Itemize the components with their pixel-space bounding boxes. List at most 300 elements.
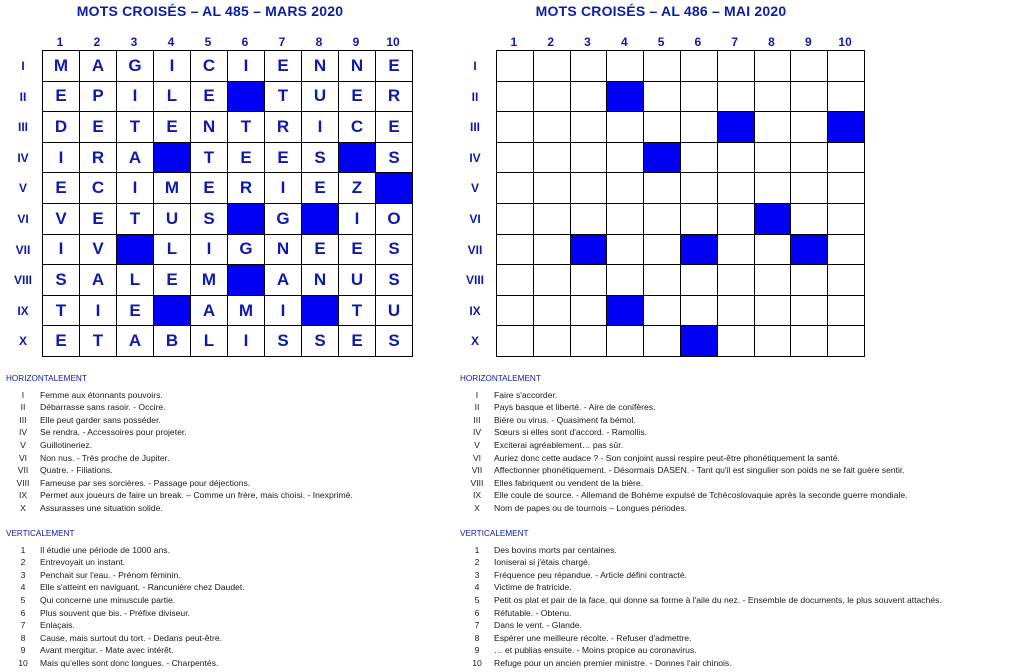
- grid-cell[interactable]: [718, 326, 754, 356]
- black-square: [607, 82, 643, 112]
- black-square: [302, 204, 338, 234]
- grid-cell[interactable]: E: [43, 326, 79, 356]
- grid-cell[interactable]: [644, 51, 680, 81]
- grid-cell[interactable]: [607, 326, 643, 356]
- grid-cell[interactable]: M: [191, 265, 227, 295]
- black-square: [718, 112, 754, 142]
- black-square: [228, 204, 264, 234]
- grid-cell[interactable]: [644, 326, 680, 356]
- grid-cell[interactable]: [718, 265, 754, 295]
- grid-cell[interactable]: [755, 51, 791, 81]
- grid-cell[interactable]: I: [265, 173, 301, 203]
- clue: [6, 426, 353, 439]
- clue-text: Elle s'atteint en naviguant. - Rancunière chez Daudet.: [40, 582, 245, 593]
- grid-cell[interactable]: [791, 204, 827, 234]
- clue-text: Fameuse par ses sorcières. - Passage pour déjections.: [40, 477, 251, 488]
- clue-number: III: [473, 414, 481, 425]
- clue-number: IV: [18, 427, 28, 438]
- grid-cell[interactable]: [607, 265, 643, 295]
- grid-cell[interactable]: [791, 143, 827, 173]
- grid-cell[interactable]: [791, 296, 827, 326]
- clue-number: 10: [472, 657, 482, 668]
- grid-cell[interactable]: [534, 235, 570, 265]
- grid-cell[interactable]: R: [228, 173, 264, 203]
- grid-cell[interactable]: I: [80, 296, 116, 326]
- grid-cell[interactable]: [644, 82, 680, 112]
- clue-text: Entrevoyait un instant.: [40, 557, 126, 568]
- grid-cell[interactable]: [681, 296, 717, 326]
- row-number: VI: [17, 212, 29, 226]
- clue-text: Quatre. - Filiations.: [40, 465, 113, 476]
- grid-cell[interactable]: [755, 82, 791, 112]
- clue-text: Avant mergitur. - Mate avec intérêt.: [40, 645, 174, 656]
- column-number: 9: [352, 35, 360, 49]
- grid-cell[interactable]: A: [80, 51, 116, 81]
- black-square: [154, 143, 190, 173]
- grid-cell[interactable]: [607, 51, 643, 81]
- grid-cell[interactable]: C: [339, 112, 375, 142]
- grid-cell[interactable]: [828, 235, 864, 265]
- grid-cell[interactable]: S: [302, 143, 338, 173]
- clue: [460, 556, 942, 569]
- grid-cell[interactable]: S: [376, 265, 412, 295]
- grid-cell[interactable]: [497, 296, 533, 326]
- grid-cell[interactable]: N: [302, 265, 338, 295]
- grid-cell[interactable]: [681, 112, 717, 142]
- grid-cell[interactable]: T: [80, 326, 116, 356]
- grid-cell[interactable]: S: [376, 235, 412, 265]
- grid-cell[interactable]: [644, 265, 680, 295]
- grid-cell[interactable]: [534, 143, 570, 173]
- grid-cell[interactable]: [718, 143, 754, 173]
- clue-text: Victime de fratricide.: [494, 582, 572, 593]
- grid-cell[interactable]: [497, 326, 533, 356]
- grid-cell[interactable]: [497, 235, 533, 265]
- grid-cell[interactable]: [791, 51, 827, 81]
- grid-cell[interactable]: V: [80, 235, 116, 265]
- clue-text: Non nus. - Très proche de Jupiter.: [40, 452, 170, 463]
- grid-cell[interactable]: [644, 204, 680, 234]
- row-number: III: [469, 120, 480, 135]
- row-number: IX: [469, 303, 481, 318]
- grid-cell[interactable]: [755, 235, 791, 265]
- grid-cell[interactable]: E: [154, 265, 190, 295]
- clue-number: 4: [20, 582, 26, 593]
- grid-cell[interactable]: [607, 143, 643, 173]
- grid-cell[interactable]: [681, 173, 717, 203]
- grid-cell[interactable]: [571, 265, 607, 295]
- grid-cell[interactable]: L: [154, 235, 190, 265]
- grid-cell[interactable]: [571, 82, 607, 112]
- grid-cell[interactable]: M: [154, 173, 190, 203]
- clue-text: Il étudie une période de 1000 ans.: [40, 544, 170, 555]
- clues-heading: VERTICALEMENT: [6, 529, 75, 538]
- grid-cell[interactable]: I: [265, 296, 301, 326]
- column-number: 1: [56, 35, 64, 49]
- grid-cell[interactable]: U: [302, 82, 338, 112]
- clue-number: 2: [474, 557, 480, 568]
- grid-cell[interactable]: [534, 112, 570, 142]
- clue: [460, 414, 908, 427]
- clue-text: Qui concerne une minuscule partie.: [40, 594, 176, 605]
- grid-cell[interactable]: E: [43, 173, 79, 203]
- grid-cell[interactable]: A: [117, 326, 153, 356]
- grid-cell[interactable]: E: [339, 82, 375, 112]
- clue-text: Mais qu'elles sont donc longues. - Charpentés.: [40, 657, 219, 668]
- clue-number: 8: [474, 632, 480, 643]
- clue: [6, 569, 245, 582]
- grid-cell[interactable]: [828, 51, 864, 81]
- clue-text: Débarrasse sans rasoir. - Occire.: [40, 402, 166, 413]
- grid-cell[interactable]: I: [117, 82, 153, 112]
- black-square: [571, 235, 607, 265]
- grid-cell[interactable]: I: [191, 235, 227, 265]
- grid-cell[interactable]: E: [376, 112, 412, 142]
- grid-cell[interactable]: T: [339, 296, 375, 326]
- grid-cell[interactable]: P: [80, 82, 116, 112]
- clue: [6, 401, 353, 414]
- grid-cell[interactable]: T: [117, 204, 153, 234]
- column-number: 3: [584, 35, 591, 49]
- clue-text: Bière ou virus. - Quasiment fa bémol.: [494, 414, 636, 425]
- grid-cell[interactable]: R: [80, 143, 116, 173]
- column-number: 9: [804, 35, 812, 49]
- grid-cell[interactable]: E: [80, 204, 116, 234]
- grid-cell[interactable]: T: [43, 296, 79, 326]
- grid-cell[interactable]: [607, 204, 643, 234]
- crossword-grid: [496, 50, 865, 357]
- grid-cell[interactable]: [681, 204, 717, 234]
- grid-cell[interactable]: [571, 204, 607, 234]
- clue-text: Elles fabriquent ou vendent de la bière.: [494, 477, 644, 488]
- grid-cell[interactable]: T: [228, 112, 264, 142]
- clue: [460, 569, 942, 582]
- clue: [6, 414, 353, 427]
- grid-cell[interactable]: [755, 326, 791, 356]
- grid-cell[interactable]: [681, 143, 717, 173]
- clue-text: Dans le vent. - Glande.: [494, 620, 582, 631]
- column-number: 7: [731, 35, 739, 49]
- clue-text: Refuge pour un ancien premier ministre. - Donnes l'air chinois.: [494, 657, 732, 668]
- row-number: VIII: [465, 273, 484, 288]
- grid-cell[interactable]: G: [228, 235, 264, 265]
- grid-cell[interactable]: I: [228, 326, 264, 356]
- grid-cell[interactable]: [497, 82, 533, 112]
- grid-cell[interactable]: [534, 265, 570, 295]
- grid-cell[interactable]: R: [265, 112, 301, 142]
- clue-number: 1: [20, 544, 26, 555]
- grid-cell[interactable]: [497, 112, 533, 142]
- grid-cell[interactable]: E: [191, 173, 227, 203]
- clue-text: Espérer une meilleure récolte. - Refuser d'admettre.: [494, 632, 692, 643]
- grid-cell[interactable]: T: [117, 112, 153, 142]
- grid-cell[interactable]: U: [376, 296, 412, 326]
- column-number: 6: [694, 35, 702, 49]
- column-number: 2: [93, 35, 101, 49]
- clue-number: III: [19, 414, 27, 425]
- grid-cell[interactable]: [718, 51, 754, 81]
- grid-cell[interactable]: E: [228, 143, 264, 173]
- grid-cell[interactable]: [607, 112, 643, 142]
- grid-cell[interactable]: G: [265, 204, 301, 234]
- grid-cell[interactable]: [497, 265, 533, 295]
- clue-number: 5: [20, 594, 26, 605]
- clue-number: I: [475, 389, 479, 400]
- clue-number: VIII: [16, 477, 30, 488]
- grid-cell[interactable]: S: [191, 204, 227, 234]
- grid-cell[interactable]: L: [191, 326, 227, 356]
- grid-cell[interactable]: [681, 51, 717, 81]
- grid-cell[interactable]: E: [265, 51, 301, 81]
- grid-cell[interactable]: L: [154, 82, 190, 112]
- grid-cell[interactable]: [828, 204, 864, 234]
- clues-heading: HORIZONTALEMENT: [460, 374, 541, 383]
- clue: [460, 644, 942, 657]
- clue: [460, 452, 908, 465]
- clue: [6, 544, 245, 557]
- clue-text: Femme aux étonnants pouvoirs.: [40, 389, 163, 400]
- grid-cell[interactable]: Z: [339, 173, 375, 203]
- clue: [6, 464, 353, 477]
- row-number: V: [18, 181, 27, 196]
- grid-cell[interactable]: [681, 82, 717, 112]
- clue-text: … et publias ensuite. - Moins propice au coronavirus.: [494, 645, 697, 656]
- grid-cell[interactable]: A: [265, 265, 301, 295]
- black-square: [228, 82, 264, 112]
- clues-heading: VERTICALEMENT: [460, 529, 529, 538]
- grid-cell[interactable]: I: [43, 235, 79, 265]
- grid-cell[interactable]: [571, 51, 607, 81]
- grid-cell[interactable]: N: [339, 51, 375, 81]
- grid-cell[interactable]: D: [43, 112, 79, 142]
- grid-cell[interactable]: [571, 143, 607, 173]
- grid-cell[interactable]: U: [154, 204, 190, 234]
- grid-cell[interactable]: O: [376, 204, 412, 234]
- row-number: II: [19, 89, 27, 104]
- grid-cell[interactable]: E: [117, 296, 153, 326]
- clue: [460, 607, 942, 620]
- grid-cell[interactable]: [534, 51, 570, 81]
- black-square: [755, 204, 791, 234]
- grid-cell[interactable]: I: [154, 51, 190, 81]
- grid-cell[interactable]: [828, 143, 864, 173]
- grid-cell[interactable]: [534, 82, 570, 112]
- clue-text: Nom de papes ou de tournois – Longues périodes.: [494, 502, 688, 513]
- grid-cell[interactable]: [571, 173, 607, 203]
- grid-cell[interactable]: A: [191, 296, 227, 326]
- grid-cell[interactable]: [755, 296, 791, 326]
- grid-cell[interactable]: S: [43, 265, 79, 295]
- clue-text: Elle peut garder sans posséder.: [40, 414, 161, 425]
- grid-cell[interactable]: [644, 173, 680, 203]
- row-number: IV: [17, 150, 29, 165]
- row-number: VII: [15, 242, 31, 257]
- black-square: [681, 235, 717, 265]
- grid-cell[interactable]: [497, 173, 533, 203]
- grid-cell[interactable]: E: [302, 173, 338, 203]
- grid-cell[interactable]: C: [191, 51, 227, 81]
- grid-cell[interactable]: T: [265, 82, 301, 112]
- grid-cell[interactable]: [791, 112, 827, 142]
- column-number: 4: [167, 35, 175, 49]
- grid-cell[interactable]: [571, 296, 607, 326]
- clue-number: 10: [18, 657, 28, 668]
- clue: [6, 439, 353, 452]
- grid-cell[interactable]: [607, 235, 643, 265]
- grid-cell[interactable]: [644, 296, 680, 326]
- black-square: [154, 296, 190, 326]
- grid-cell[interactable]: B: [154, 326, 190, 356]
- grid-cell[interactable]: E: [80, 112, 116, 142]
- grid-cell[interactable]: T: [191, 143, 227, 173]
- grid-cell[interactable]: S: [376, 143, 412, 173]
- column-number: 8: [315, 35, 323, 49]
- grid-cell[interactable]: I: [117, 173, 153, 203]
- clue: [460, 389, 908, 402]
- grid-cell[interactable]: E: [265, 143, 301, 173]
- clue: [6, 489, 353, 502]
- black-square: [828, 112, 864, 142]
- clue-text: Des bovins morts par centaines.: [494, 544, 617, 555]
- grid-cell[interactable]: E: [339, 235, 375, 265]
- grid-cell[interactable]: L: [117, 265, 153, 295]
- clue-number: VIII: [470, 477, 484, 488]
- grid-cell[interactable]: N: [265, 235, 301, 265]
- clue: [6, 502, 353, 515]
- grid-cell[interactable]: [718, 235, 754, 265]
- grid-cell[interactable]: S: [302, 326, 338, 356]
- grid-cell[interactable]: [828, 82, 864, 112]
- grid-cell[interactable]: N: [302, 51, 338, 81]
- grid-cell[interactable]: C: [80, 173, 116, 203]
- column-number: 4: [620, 35, 628, 49]
- grid-cell[interactable]: [755, 143, 791, 173]
- clue-text: Ioniserai si j'étais chargé.: [494, 557, 591, 568]
- grid-cell[interactable]: [681, 265, 717, 295]
- grid-cell[interactable]: E: [154, 112, 190, 142]
- grid-cell[interactable]: [497, 143, 533, 173]
- clue-text: Faire s'accorder.: [494, 389, 558, 400]
- grid-cell[interactable]: U: [339, 265, 375, 295]
- grid-cell[interactable]: [718, 82, 754, 112]
- grid-cell[interactable]: [828, 326, 864, 356]
- clue: [460, 401, 908, 414]
- grid-cell[interactable]: S: [376, 326, 412, 356]
- grid-cell[interactable]: [497, 204, 533, 234]
- grid-cell[interactable]: [571, 112, 607, 142]
- grid-cell[interactable]: [791, 265, 827, 295]
- grid-cell[interactable]: [534, 204, 570, 234]
- clue: [460, 489, 908, 502]
- grid-cell[interactable]: A: [80, 265, 116, 295]
- grid-cell[interactable]: E: [302, 235, 338, 265]
- grid-cell[interactable]: I: [228, 51, 264, 81]
- row-number: I: [21, 59, 25, 73]
- grid-cell[interactable]: G: [117, 51, 153, 81]
- puzzle-486: [458, 0, 970, 672]
- grid-cell[interactable]: [644, 112, 680, 142]
- grid-cell[interactable]: [534, 173, 570, 203]
- grid-cell[interactable]: N: [191, 112, 227, 142]
- grid-cell[interactable]: [534, 326, 570, 356]
- clue: [460, 426, 908, 439]
- clue: [460, 464, 908, 477]
- grid-cell[interactable]: V: [43, 204, 79, 234]
- clue-text: Enlaçais.: [40, 620, 75, 631]
- clue: [460, 439, 908, 452]
- clue: [6, 556, 245, 569]
- column-number: 1: [510, 35, 518, 49]
- clue-number: 3: [20, 569, 26, 580]
- clue-number: X: [474, 502, 480, 513]
- grid-cell[interactable]: E: [43, 82, 79, 112]
- row-number: X: [18, 334, 27, 349]
- grid-cell[interactable]: E: [339, 326, 375, 356]
- clue-number: 9: [474, 645, 480, 656]
- grid-cell[interactable]: [534, 296, 570, 326]
- row-number: VII: [467, 242, 483, 257]
- grid-cell[interactable]: [718, 296, 754, 326]
- row-number: II: [471, 89, 479, 104]
- grid-cell[interactable]: [791, 173, 827, 203]
- crossword-grid: [42, 50, 413, 357]
- grid-cell[interactable]: R: [376, 82, 412, 112]
- grid-cell[interactable]: [791, 82, 827, 112]
- clue: [460, 502, 908, 515]
- grid-cell[interactable]: E: [191, 82, 227, 112]
- grid-cell[interactable]: S: [265, 326, 301, 356]
- grid-cell[interactable]: [607, 173, 643, 203]
- grid-cell[interactable]: [828, 173, 864, 203]
- puzzle-title: MOTS CROISÉS – AL 486 – MAI 2020: [535, 3, 787, 19]
- grid-cell[interactable]: A: [117, 143, 153, 173]
- grid-cell[interactable]: M: [228, 296, 264, 326]
- grid-cell[interactable]: [497, 51, 533, 81]
- grid-cell[interactable]: [571, 326, 607, 356]
- clue-text: Permet aux joueurs de faire un break. – Comme un frère, mais choisi. - Inexprimé.: [40, 490, 353, 501]
- grid-cell[interactable]: [718, 173, 754, 203]
- grid-cell[interactable]: I: [339, 204, 375, 234]
- grid-cell[interactable]: I: [302, 112, 338, 142]
- clue: [460, 657, 942, 670]
- clue-number: 7: [474, 620, 480, 631]
- clue-number: 9: [20, 645, 26, 656]
- grid-cell[interactable]: M: [43, 51, 79, 81]
- column-number: 3: [130, 35, 138, 49]
- grid-cell[interactable]: [718, 204, 754, 234]
- grid-cell[interactable]: [755, 173, 791, 203]
- grid-cell[interactable]: [755, 265, 791, 295]
- grid-cell[interactable]: [791, 326, 827, 356]
- grid-cell[interactable]: I: [43, 143, 79, 173]
- grid-cell[interactable]: [644, 235, 680, 265]
- grid-cell[interactable]: [828, 296, 864, 326]
- column-number: 5: [204, 35, 212, 49]
- grid-cell[interactable]: E: [376, 51, 412, 81]
- clue-text: Petit os plat et pair de la face, qui donne sa forme à l'aile du nez. - Ensemble de documents, le plus souvent attachés.: [494, 594, 942, 605]
- clue-text: Affectionner phonétiquement. - Désormais DASEN. - Tant qu'il est singulier son poids ne se fait guère sentir.: [494, 465, 905, 476]
- black-square: [791, 235, 827, 265]
- grid-cell[interactable]: [755, 112, 791, 142]
- grid-cell[interactable]: [828, 265, 864, 295]
- clue-number: 3: [474, 569, 480, 580]
- clue: [460, 581, 942, 594]
- clue-text: Auriez donc cette audace ? - Son conjoint aussi respire peut-être phonétiquement la santé.: [494, 452, 840, 463]
- clue: [6, 594, 245, 607]
- row-number: I: [473, 59, 477, 73]
- clue: [6, 632, 245, 645]
- clue-number: II: [474, 402, 480, 413]
